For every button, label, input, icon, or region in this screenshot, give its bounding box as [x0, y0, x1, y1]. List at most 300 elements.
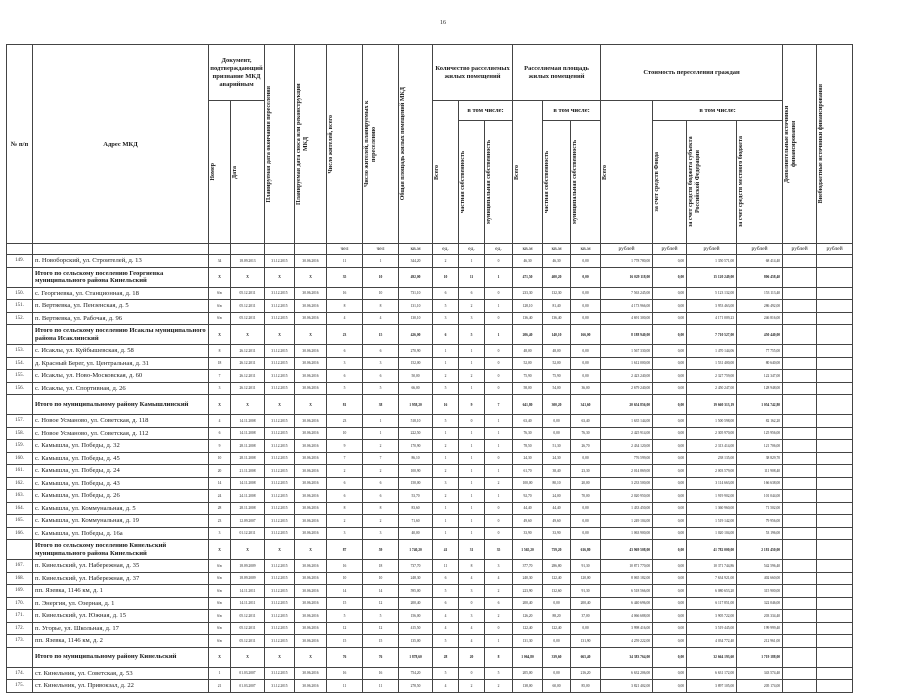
- row-cell: 1: [433, 357, 459, 370]
- row-cell: 2 305 970,00: [687, 427, 737, 440]
- row-cell: 8: [459, 560, 485, 573]
- row-planned-demolish: 30.06.2016: [295, 622, 327, 635]
- row-cell: 18: [363, 560, 399, 573]
- row-cell: 1: [459, 477, 485, 490]
- row-cell: [817, 635, 853, 648]
- row-cell: 33,90: [513, 527, 543, 540]
- row-cell: 32 664 193,60: [687, 647, 737, 667]
- row-cell: 1: [459, 490, 485, 503]
- row-cell: [817, 680, 853, 693]
- row-cell: [783, 635, 817, 648]
- row-doc-date: 14.11.2011: [231, 597, 265, 610]
- row-cell: 38: [363, 395, 399, 415]
- table-row: [7, 622, 853, 635]
- row-planned-demolish: X: [295, 647, 327, 667]
- row-address: п. Угорье, ул. Школьная, д. 17: [33, 622, 209, 635]
- row-doc-date: 12.09.2007: [231, 515, 265, 528]
- row-planned-demolish: 30.06.2016: [295, 667, 327, 680]
- header-total-area: Общая площадь жилых помещений МКД: [400, 87, 407, 201]
- row-cell: 595,00: [399, 585, 433, 598]
- row-doc-number: 28: [209, 502, 231, 515]
- row-address: п. Кинельский, ул. Набережная, д. 35: [33, 560, 209, 573]
- row-cell: 63,40: [513, 415, 543, 428]
- row-cell: 10: [363, 287, 399, 300]
- row-cell: 75,90: [543, 370, 571, 383]
- row-cell: 23: [327, 325, 363, 345]
- row-doc-date: X: [231, 540, 265, 560]
- header-doc-number: Номер: [210, 163, 216, 181]
- row-cell: 46,30: [543, 255, 571, 268]
- row-cell: 806 458,40: [737, 267, 783, 287]
- row-cell: 1 958,20: [399, 395, 433, 415]
- row-address: пп. Язевка, 1146 км, д. 1: [33, 585, 209, 598]
- row-cell: 8: [327, 300, 363, 313]
- row-cell: 3: [433, 312, 459, 325]
- row-cell: 1: [459, 357, 485, 370]
- row-doc-number: 14: [209, 477, 231, 490]
- row-cell: 6: [363, 370, 399, 383]
- row-cell: [817, 585, 853, 598]
- header-residents-planned: Число жителей, планируемых к переселению: [364, 100, 378, 188]
- row-cell: 0,00: [571, 370, 601, 383]
- row-number: 172.: [7, 622, 33, 635]
- row-cell: [783, 667, 817, 680]
- row-cell: 6: [459, 287, 485, 300]
- row-doc-number: 20: [209, 465, 231, 478]
- row-cell: 35: [327, 267, 363, 287]
- row-cell: 223,90: [513, 585, 543, 598]
- row-doc-number: 6/в: [209, 622, 231, 635]
- row-cell: 12: [363, 597, 399, 610]
- table-row: [7, 415, 853, 428]
- row-planned-end: 31.12.2015: [265, 452, 295, 465]
- row-planned-demolish: 30.06.2016: [295, 585, 327, 598]
- row-cell: 3 821 402,00: [601, 680, 653, 693]
- row-cell: 0,00: [543, 635, 571, 648]
- row-cell: 49,60: [513, 515, 543, 528]
- row-cell: 12: [327, 622, 363, 635]
- table-row: [7, 477, 853, 490]
- row-cell: 3: [327, 527, 363, 540]
- row-cell: [817, 325, 853, 345]
- row-cell: 1: [485, 415, 513, 428]
- row-cell: 4: [459, 622, 485, 635]
- row-cell: 6: [363, 345, 399, 358]
- row-cell: 2 181 450,00: [737, 540, 783, 560]
- row-planned-end: 31.12.2015: [265, 440, 295, 453]
- row-planned-end: 31.12.2015: [265, 585, 295, 598]
- row-cell: [783, 452, 817, 465]
- row-doc-date: 01.03.2007: [231, 680, 265, 693]
- header-planned-demolish: Планируемая дата сноса или реконструкции МКД: [296, 83, 310, 205]
- row-cell: 0: [485, 527, 513, 540]
- row-cell: 1 470 144,06: [687, 345, 737, 358]
- row-cell: 122,40: [543, 622, 571, 635]
- row-cell: 278,50: [399, 680, 433, 693]
- row-cell: 402 660,00: [737, 572, 783, 585]
- row-cell: 200,40: [571, 597, 601, 610]
- row-cell: 0,00: [571, 312, 601, 325]
- row-cell: 8 188 940,00: [601, 325, 653, 345]
- row-cell: [817, 572, 853, 585]
- units-row: [7, 244, 853, 255]
- row-cell: 0,00: [653, 667, 687, 680]
- row-cell: 0: [485, 515, 513, 528]
- row-planned-demolish: 30.06.2016: [295, 452, 327, 465]
- row-cell: 81,40: [543, 300, 571, 313]
- table-row: [7, 465, 853, 478]
- row-doc-number: X: [209, 267, 231, 287]
- row-cell: 400,20: [543, 267, 571, 287]
- row-cell: [817, 667, 853, 680]
- row-cell: 5: [485, 667, 513, 680]
- row-cell: 0,00: [653, 610, 687, 623]
- row-planned-demolish: 30.06.2016: [295, 490, 327, 503]
- row-cell: [783, 502, 817, 515]
- row-cell: 24,30: [513, 452, 543, 465]
- row-cell: 0,00: [653, 527, 687, 540]
- row-address: с. Георгиевка, ул. Станционная, д. 18: [33, 287, 209, 300]
- table-row: [7, 345, 853, 358]
- row-cell: [783, 610, 817, 623]
- row-cell: 12: [363, 622, 399, 635]
- row-address: с. Камышла, ул. Победы, д. 26: [33, 490, 209, 503]
- header-area-municipal: муниципальная собственность: [572, 139, 579, 225]
- row-cell: [783, 515, 817, 528]
- row-planned-demolish: 30.06.2016: [295, 477, 327, 490]
- row-cell: 0: [485, 382, 513, 395]
- row-doc-number: 6/в: [209, 572, 231, 585]
- row-cell: 0,00: [571, 255, 601, 268]
- row-cell: 61,70: [513, 465, 543, 478]
- row-cell: 322 046,00: [737, 597, 783, 610]
- row-cell: 51,30: [543, 440, 571, 453]
- row-cell: 3: [363, 357, 399, 370]
- table-total-row: [7, 267, 853, 287]
- row-cell: 166,00: [571, 325, 601, 345]
- table-row: [7, 287, 853, 300]
- row-cell: 43 969 508,00: [601, 540, 653, 560]
- row-cell: 36,00: [571, 382, 601, 395]
- row-cell: 1: [459, 427, 485, 440]
- row-address: с. Камышла, ул. Победы, д. 32: [33, 440, 209, 453]
- row-planned-demolish: 30.06.2016: [295, 357, 327, 370]
- table-total-row: [7, 647, 853, 667]
- row-cell: 776 599,00: [601, 452, 653, 465]
- row-cell: 0,00: [571, 452, 601, 465]
- row-cell: 3 953 463,00: [687, 300, 737, 313]
- row-cell: 2: [327, 515, 363, 528]
- row-doc-date: 26.12.2011: [231, 382, 265, 395]
- row-cell: 10: [327, 572, 363, 585]
- row-cell: 1 433 450,00: [601, 502, 653, 515]
- row-planned-demolish: X: [295, 395, 327, 415]
- row-cell: 2 020 950,00: [601, 490, 653, 503]
- row-cell: 34 383 764,00: [601, 647, 653, 667]
- table-row: [7, 427, 853, 440]
- row-cell: 3 233 500,00: [601, 477, 653, 490]
- row-cell: 60,00: [543, 680, 571, 693]
- row-cell: 2 679 240,00: [601, 382, 653, 395]
- row-planned-end: 31.12.2015: [265, 465, 295, 478]
- row-planned-demolish: 30.06.2016: [295, 440, 327, 453]
- row-cell: 153 113,40: [737, 287, 783, 300]
- row-doc-date: X: [231, 395, 265, 415]
- row-address: Итого по муниципальному району Кинельский: [33, 647, 209, 667]
- row-cell: 6: [327, 370, 363, 383]
- row-cell: 2: [485, 610, 513, 623]
- row-address: с. Камышла, ул. Победы, д. 45: [33, 452, 209, 465]
- row-number: 165.: [7, 515, 33, 528]
- row-cell: 3: [459, 312, 485, 325]
- row-planned-demolish: 30.06.2016: [295, 572, 327, 585]
- row-cell: 4: [485, 572, 513, 585]
- unit-cell: кв.м: [399, 244, 433, 255]
- row-doc-number: 3: [209, 382, 231, 395]
- row-cell: 0,00: [653, 502, 687, 515]
- row-cell: 238 135,00: [687, 452, 737, 465]
- row-doc-date: 26.12.2011: [231, 345, 265, 358]
- row-cell: 71 502,00: [737, 502, 783, 515]
- row-cell: 15: [327, 635, 363, 648]
- row-cell: 0: [485, 452, 513, 465]
- row-cell: 1: [433, 502, 459, 515]
- row-cell: 2: [327, 465, 363, 478]
- row-cell: 4 691 300,00: [601, 312, 653, 325]
- row-cell: 132,60: [543, 585, 571, 598]
- row-cell: 14: [363, 585, 399, 598]
- row-cell: 14: [327, 585, 363, 598]
- row-cell: 82 162,20: [737, 415, 783, 428]
- row-cell: 11: [327, 255, 363, 268]
- row-cell: 33,90: [543, 527, 571, 540]
- row-cell: 48,00: [543, 345, 571, 358]
- row-cell: 0,00: [571, 515, 601, 528]
- row-cell: 122,40: [543, 572, 571, 585]
- row-cell: 1: [485, 267, 513, 287]
- row-number: [7, 395, 33, 415]
- row-cell: [817, 540, 853, 560]
- row-cell: 11: [363, 680, 399, 693]
- row-cell: 0,00: [653, 465, 687, 478]
- row-cell: 100,90: [399, 465, 433, 478]
- header-rooms: Количество расселяемых жилых помещений: [433, 45, 513, 101]
- row-doc-number: 34: [209, 255, 231, 268]
- row-cell: 0,00: [571, 527, 601, 540]
- header-area-total: Всего: [514, 164, 521, 180]
- row-cell: 2 423 240,00: [601, 370, 653, 383]
- header-doc-date: Дата: [232, 165, 238, 179]
- row-cell: 77 755,00: [737, 345, 783, 358]
- row-cell: [783, 680, 817, 693]
- row-cell: 0,00: [653, 395, 687, 415]
- row-cell: [783, 572, 817, 585]
- row-cell: 100,00: [513, 477, 543, 490]
- row-cell: 76,30: [513, 427, 543, 440]
- row-cell: 5: [327, 610, 363, 623]
- row-cell: 2 434 120,00: [601, 440, 653, 453]
- row-doc-date: X: [231, 325, 265, 345]
- row-cell: 222,50: [399, 427, 433, 440]
- row-cell: 3: [459, 585, 485, 598]
- row-cell: 2: [363, 440, 399, 453]
- row-cell: 38,40: [543, 465, 571, 478]
- row-cell: 24,30: [543, 452, 571, 465]
- row-cell: 0,00: [653, 427, 687, 440]
- row-cell: 70,00: [571, 490, 601, 503]
- row-cell: 339,60: [543, 647, 571, 667]
- row-planned-end: 31.12.2015: [265, 635, 295, 648]
- row-cell: 7: [327, 452, 363, 465]
- row-cell: 1 020 104,00: [687, 527, 737, 540]
- row-cell: 3 998 416,00: [601, 622, 653, 635]
- row-cell: 1 500 598,00: [687, 415, 737, 428]
- row-cell: 6 631 172,00: [687, 667, 737, 680]
- row-cell: 6: [363, 490, 399, 503]
- table-row: [7, 490, 853, 503]
- row-cell: 9: [459, 395, 485, 415]
- header-rooms-municipal: муниципальная собственность: [486, 139, 493, 225]
- row-doc-date: 14.11.2011: [231, 585, 265, 598]
- row-cell: 0,00: [543, 667, 571, 680]
- row-address: Итого по сельскому поселению Георгиевка муниципального района Кинельский: [33, 267, 209, 287]
- row-planned-end: 31.12.2015: [265, 312, 295, 325]
- row-planned-demolish: 30.06.2016: [295, 415, 327, 428]
- row-cell: 315 900,00: [737, 585, 783, 598]
- row-cell: [817, 415, 853, 428]
- row-doc-date: X: [231, 267, 265, 287]
- row-cell: 1: [459, 255, 485, 268]
- row-planned-end: 31.12.2015: [265, 597, 295, 610]
- row-cell: [817, 527, 853, 540]
- row-address: п. Энергия, ул. Озерная, д. 1: [33, 597, 209, 610]
- row-address: с. Камышла, ул. Коммунальная, д. 19: [33, 515, 209, 528]
- row-cell: 200,40: [399, 597, 433, 610]
- row-cell: 3: [363, 527, 399, 540]
- header-num: № п/п: [7, 45, 33, 244]
- row-cell: 0,00: [653, 647, 687, 667]
- row-cell: 3: [459, 610, 485, 623]
- row-cell: 31: [459, 540, 485, 560]
- row-cell: 1 064,80: [513, 647, 543, 667]
- row-cell: 2: [363, 465, 399, 478]
- row-address: с. Исаклы, ул. Спортивная, д. 26: [33, 382, 209, 395]
- row-planned-demolish: 30.06.2016: [295, 465, 327, 478]
- row-cell: 130,10: [399, 312, 433, 325]
- row-doc-date: 05.12.2011: [231, 312, 265, 325]
- row-cell: [783, 415, 817, 428]
- row-cell: 4 034 772,40: [687, 635, 737, 648]
- unit-cell: чел: [327, 244, 363, 255]
- row-planned-demolish: 30.06.2016: [295, 300, 327, 313]
- row-doc-date: 26.12.2011: [231, 357, 265, 370]
- row-cell: 2: [485, 680, 513, 693]
- row-cell: 111 908,40: [737, 465, 783, 478]
- row-doc-number: 9: [209, 440, 231, 453]
- row-planned-end: X: [265, 540, 295, 560]
- row-cell: 16: [327, 287, 363, 300]
- row-planned-demolish: 30.06.2016: [295, 287, 327, 300]
- row-cell: 1 919 902,00: [687, 490, 737, 503]
- row-number: 166.: [7, 527, 33, 540]
- row-doc-date: 14.11.2008: [231, 415, 265, 428]
- row-doc-number: 8: [209, 345, 231, 358]
- row-cell: 206,40: [513, 325, 543, 345]
- row-planned-end: 31.12.2015: [265, 477, 295, 490]
- row-cell: 5: [433, 415, 459, 428]
- row-cell: [783, 300, 817, 313]
- row-cell: 0: [459, 597, 485, 610]
- row-cell: 0,00: [543, 427, 571, 440]
- row-cell: 59: [363, 540, 399, 560]
- row-cell: 0,00: [653, 325, 687, 345]
- row-cell: 46,30: [513, 255, 543, 268]
- row-cell: [817, 345, 853, 358]
- row-doc-number: 10: [209, 452, 231, 465]
- row-cell: [783, 357, 817, 370]
- row-cell: [783, 267, 817, 287]
- header-area-resettled: Расселяемая площадь жилых помещений: [513, 45, 601, 101]
- row-cell: 759,20: [543, 540, 571, 560]
- row-cell: 1: [433, 452, 459, 465]
- row-planned-end: 31.12.2015: [265, 357, 295, 370]
- row-planned-end: 31.12.2015: [265, 680, 295, 693]
- row-cell: [783, 560, 817, 573]
- row-cell: 15: [363, 325, 399, 345]
- table-total-row: [7, 395, 853, 415]
- row-cell: 0,00: [653, 560, 687, 573]
- page-number: 16: [440, 20, 446, 26]
- row-cell: 8 065 182,00: [601, 572, 653, 585]
- row-number: 171.: [7, 610, 33, 623]
- row-cell: 1 531 400,00: [687, 357, 737, 370]
- row-cell: 1: [459, 452, 485, 465]
- header-cost-regional: за счет средств бюджета субъекта Российской Федерации: [688, 136, 702, 228]
- table-row: [7, 382, 853, 395]
- row-cell: 1 567 330,00: [601, 345, 653, 358]
- row-cell: 131,30: [513, 635, 543, 648]
- row-cell: 0: [485, 287, 513, 300]
- row-cell: [783, 255, 817, 268]
- row-doc-number: 24: [209, 490, 231, 503]
- table-row: [7, 667, 853, 680]
- row-planned-demolish: X: [295, 325, 327, 345]
- row-planned-end: 31.12.2015: [265, 622, 295, 635]
- row-number: 168.: [7, 572, 33, 585]
- row-number: 157.: [7, 415, 33, 428]
- row-cell: 63,40: [571, 415, 601, 428]
- row-cell: 1: [485, 300, 513, 313]
- row-cell: 0: [485, 357, 513, 370]
- row-cell: 1: [459, 502, 485, 515]
- row-cell: 10 371 744,86: [687, 560, 737, 573]
- row-cell: 1 350 571,00: [687, 255, 737, 268]
- row-cell: 52,00: [543, 357, 571, 370]
- row-cell: 212 961,00: [737, 635, 783, 648]
- row-cell: [817, 312, 853, 325]
- row-cell: 3: [433, 477, 459, 490]
- row-cell: 0,00: [571, 622, 601, 635]
- row-cell: 136,40: [543, 312, 571, 325]
- row-address: п. Вертяевка, ул. Пензенская, д. 5: [33, 300, 209, 313]
- row-doc-date: 01.12.2011: [231, 527, 265, 540]
- unit-cell: ед.: [459, 244, 485, 255]
- row-cell: 0: [485, 255, 513, 268]
- row-number: 164.: [7, 502, 33, 515]
- row-cell: 120,00: [571, 572, 601, 585]
- row-number: 152.: [7, 312, 33, 325]
- row-cell: 2 450 247,00: [687, 382, 737, 395]
